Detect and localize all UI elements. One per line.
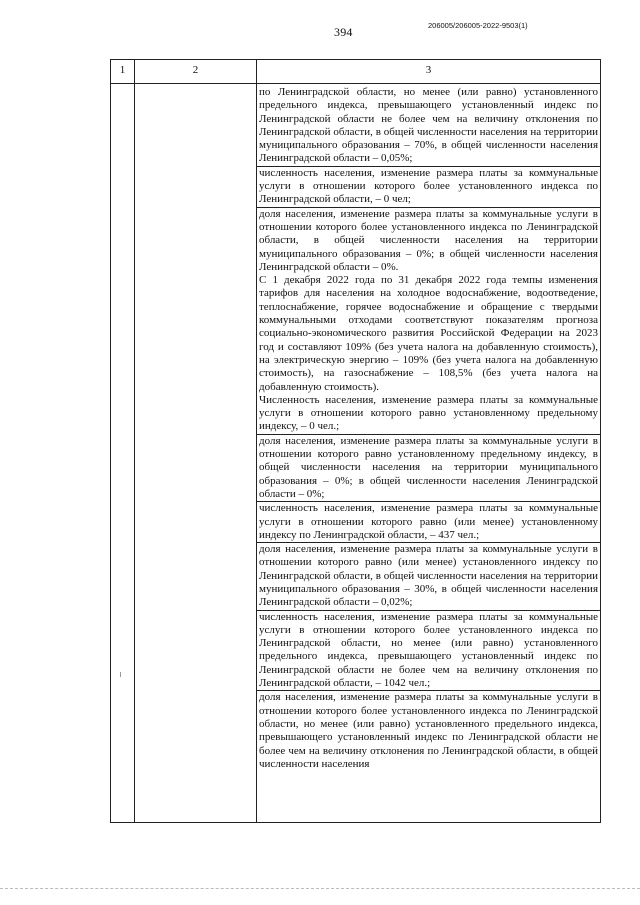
scan-mark: [120, 672, 121, 677]
paragraph: доля населения, изменение размера платы за коммунальные услуги в отношении которого более установленного индекса по Ленинградской области, но менее (или равно) установленного предельного индекса, превышающего установленный индекс по Ленинградской области не более чем на величину отклонения по Ленинградской области, в общей численности населения: [259, 691, 598, 770]
paragraph: доля населения, изменение размера платы за коммунальные услуги в отношении которого более установленного индекса по Ленинградской области, в общей численности населения на территории муниципального образования – 0%; в общей численности населения Ленинградской области – 0%.: [259, 207, 598, 273]
table-header-row: [111, 60, 600, 84]
paragraph: по Ленинградской области, но менее (или равно) установленного предельного индекса, превышающего установленный индекс по Ленинградской области не более чем на величину отклонения по Ленинградской области, в общей численности населения на территории муниципального образования – 70%, в общей численности населения Ленинградской области – 0,05%;: [259, 86, 598, 165]
paragraph: Численность населения, изменение размера платы за коммунальные услуги в отношении которого равно установленному предельному индексу, – 0 чел.;: [259, 393, 598, 433]
paragraph: доля населения, изменение размера платы за коммунальные услуги в отношении которого равно (или менее) установленного индексу по Ленинградской области, в общей численности населения на территории муниципального образования – 30%, в общей численности населения Ленинградской области – 0,02%;: [259, 543, 598, 609]
paragraph: численность населения, изменение размера платы за коммунальные услуги в отношении которого равно (или менее) установленному индексу по Ленинградской области, – 437 чел.;: [259, 502, 598, 541]
page-edge-line: [0, 888, 640, 889]
document-table: [110, 59, 601, 823]
table-cell-text: [259, 86, 598, 771]
document-id: 206005/206005-2022-9503(1): [428, 21, 528, 30]
paragraph: С 1 декабря 2022 года по 31 декабря 2022 года темпы изменения тарифов для населения на холодное водоснабжение, водоотведение, теплоснабжение, горячее водоснабжение и обращение с твердыми коммунальными отходами соответствуют показателям прогноза социально-экономического развития Российской Федерации на 2023 год и составляют 109% (без учета налога на добавленную стоимость), на электрическую энергию – 109% (без учета налога на добавленную стоимость), на газоснабжение – 108,5% (без учета налога на добавленную стоимость).: [259, 274, 598, 393]
column-divider-1: [134, 60, 135, 822]
page-number: 394: [334, 25, 353, 39]
column-header-2: 2: [192, 64, 199, 76]
column-header-1: 1: [119, 64, 126, 76]
paragraph: численность населения, изменение размера платы за коммунальные услуги в отношении которого более установленного индекса по Ленинградской области, – 0 чел;: [259, 166, 598, 206]
column-header-3: 3: [425, 64, 432, 76]
paragraph: доля населения, изменение размера платы за коммунальные услуги в отношении которого равно установленному предельному индексу, в общей численности населения на территории муниципального образования – 0%; в общей численности населения Ленинградской области – 0%;: [259, 434, 598, 500]
paragraph: численность населения, изменение размера платы за коммунальные услуги в отношении которого более установленного индекса по Ленинградской области, но менее (или равно) установленного предельного индекса, превышающего установленный индекс по Ленинградской области не более чем на величину отклонения по Ленинградской области, – 1042 чел.;: [259, 610, 598, 690]
column-divider-2: [256, 60, 257, 822]
